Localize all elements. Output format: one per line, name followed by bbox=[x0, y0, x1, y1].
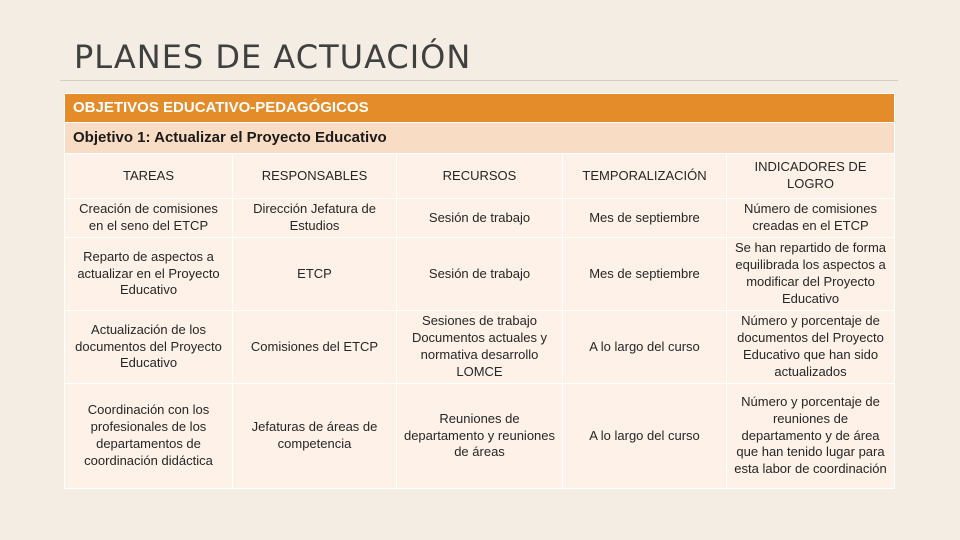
section-header-row bbox=[65, 94, 895, 123]
column-header-responsables: RESPONSABLES bbox=[233, 154, 397, 199]
cell-recursos: Reuniones de departamento y reuniones de áreas bbox=[397, 384, 563, 489]
cell-recursos: Sesión de trabajo bbox=[397, 199, 563, 238]
objective-header: Objetivo 1: Actualizar el Proyecto Educativo bbox=[65, 123, 895, 154]
cell-temporalizacion: Mes de septiembre bbox=[563, 238, 727, 311]
objective-header-row bbox=[65, 123, 895, 154]
column-header-tareas: TAREAS bbox=[65, 154, 233, 199]
slide-title: PLANES DE ACTUACIÓN bbox=[74, 38, 472, 76]
section-header: OBJETIVOS EDUCATIVO-PEDAGÓGICOS bbox=[65, 94, 895, 123]
column-header-row bbox=[65, 154, 895, 199]
cell-indicadores: Número y porcentaje de documentos del Proyecto Educativo que han sido actualizados bbox=[727, 311, 895, 384]
cell-tarea: Coordinación con los profesionales de los departamentos de coordinación didáctica bbox=[65, 384, 233, 489]
table-row bbox=[65, 384, 895, 489]
table-row bbox=[65, 238, 895, 311]
cell-tarea: Actualización de los documentos del Proyecto Educativo bbox=[65, 311, 233, 384]
action-plan-table-wrapper bbox=[64, 93, 894, 489]
column-header-recursos: RECURSOS bbox=[397, 154, 563, 199]
cell-tarea: Reparto de aspectos a actualizar en el Proyecto Educativo bbox=[65, 238, 233, 311]
cell-responsables: Dirección Jefatura de Estudios bbox=[233, 199, 397, 238]
cell-indicadores: Se han repartido de forma equilibrada los aspectos a modificar del Proyecto Educativo bbox=[727, 238, 895, 311]
cell-indicadores: Número de comisiones creadas en el ETCP bbox=[727, 199, 895, 238]
cell-responsables: Jefaturas de áreas de competencia bbox=[233, 384, 397, 489]
cell-recursos: Sesiones de trabajo Documentos actuales y normativa desarrollo LOMCE bbox=[397, 311, 563, 384]
cell-temporalizacion: Mes de septiembre bbox=[563, 199, 727, 238]
cell-indicadores: Número y porcentaje de reuniones de departamento y de área que han tenido lugar para esta labor de coordinación bbox=[727, 384, 895, 489]
table-row bbox=[65, 311, 895, 384]
action-plan-table bbox=[64, 93, 895, 489]
column-header-indicadores: INDICADORES DE LOGRO bbox=[727, 154, 895, 199]
cell-recursos: Sesión de trabajo bbox=[397, 238, 563, 311]
cell-temporalizacion: A lo largo del curso bbox=[563, 384, 727, 489]
cell-responsables: Comisiones del ETCP bbox=[233, 311, 397, 384]
column-header-temporalizacion: TEMPORALIZACIÓN bbox=[563, 154, 727, 199]
cell-tarea: Creación de comisiones en el seno del ETCP bbox=[65, 199, 233, 238]
title-divider bbox=[60, 80, 898, 81]
table-row bbox=[65, 199, 895, 238]
cell-responsables: ETCP bbox=[233, 238, 397, 311]
cell-temporalizacion: A lo largo del curso bbox=[563, 311, 727, 384]
